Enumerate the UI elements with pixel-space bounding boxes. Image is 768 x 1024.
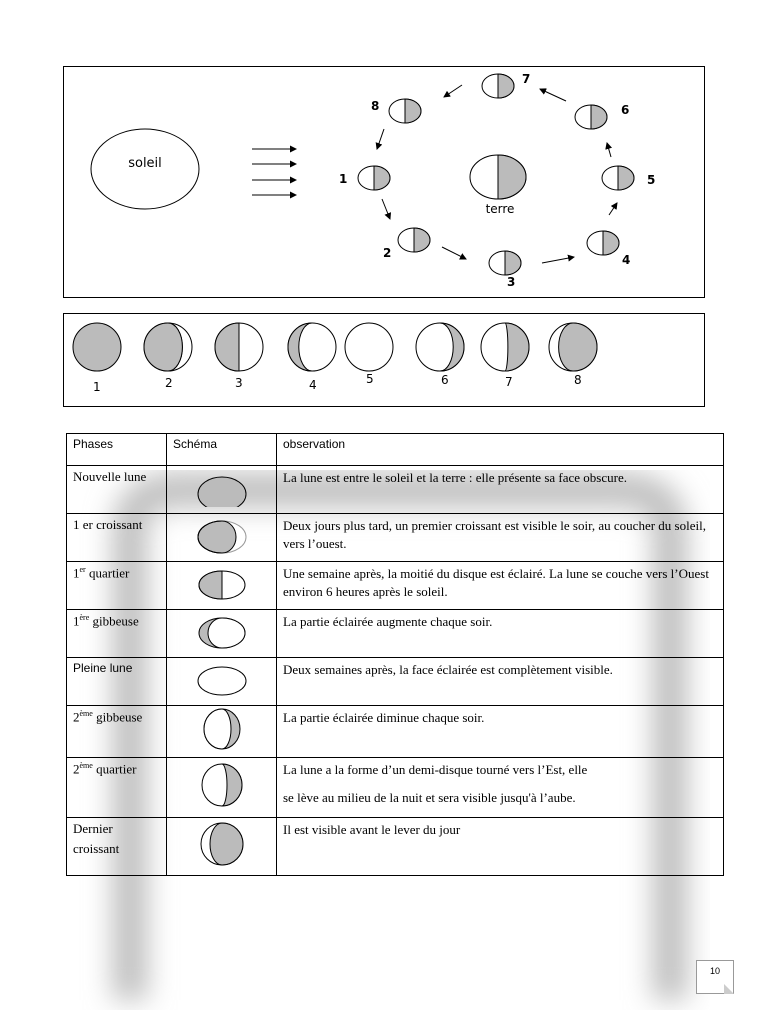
orbit-number-label: 6 [621, 103, 630, 117]
strip-number-label: 3 [235, 376, 243, 390]
phase-observation: La lune a la forme d’un demi-disque tourné vers l’Est, elle se lève au milieu de la nuit et sera visible jusqu'à l’aube. [277, 758, 724, 818]
orbit-moon-icon [482, 74, 514, 98]
new-moon-icon [192, 467, 252, 507]
orbit-moon-icon [489, 251, 521, 275]
strip-number-label: 1 [93, 380, 101, 394]
phase-name: Pleine lune [67, 658, 167, 706]
strip-moon-icon [73, 323, 121, 371]
table-row [67, 466, 724, 514]
page-fold-icon [724, 984, 734, 994]
strip-number-label: 2 [165, 376, 173, 390]
earth-shape [470, 155, 526, 199]
waxing-gibbous-icon [192, 611, 252, 651]
strip-moon-icon [481, 323, 529, 371]
strip-number-label: 8 [574, 373, 582, 387]
orbit-diagram [64, 67, 704, 297]
strip-moon-icon [144, 323, 192, 371]
page-number [696, 960, 734, 994]
orbit-number-label: 2 [383, 246, 392, 260]
strip-moon-icon [549, 323, 597, 371]
phase-observation: Une semaine après, la moitié du disque est éclairé. La lune se couche vers l’Ouest environ 6 heures après le soleil. [277, 562, 724, 610]
first-quarter-icon [192, 563, 252, 603]
phase-observation: La partie éclairée diminue chaque soir. [277, 706, 724, 758]
header-schema: Schéma [167, 434, 277, 466]
earth-label: terre [485, 202, 515, 216]
sun-label: soleil [128, 156, 162, 171]
phase-schema [167, 466, 277, 514]
orbit-number-label: 7 [522, 72, 531, 86]
strip-number-label: 5 [366, 372, 374, 386]
phase-schema [167, 562, 277, 610]
table-row [67, 610, 724, 658]
phase-name: 2ème gibbeuse [67, 706, 167, 758]
phase-name: 1 er croissant [67, 514, 167, 562]
phase-schema [167, 610, 277, 658]
phase-observation: Il est visible avant le lever du jour [277, 818, 724, 876]
phase-schema [167, 818, 277, 876]
phase-name: Nouvelle lune [67, 466, 167, 514]
header-phases: Phases [67, 434, 167, 466]
phase-schema [167, 514, 277, 562]
orbit-number-label: 8 [371, 99, 380, 113]
phase-strip [64, 314, 704, 406]
sunlight-arrows [252, 149, 296, 195]
phase-schema [167, 658, 277, 706]
orbit-moon-icon [389, 99, 421, 123]
orbit-moon-icon [358, 166, 390, 190]
table-row [67, 818, 724, 876]
orbit-moon-icon [398, 228, 430, 252]
phase-schema [167, 706, 277, 758]
phase-name: 2ème quartier [67, 758, 167, 818]
strip-number-label: 7 [505, 375, 513, 389]
strip-moon-icon [215, 323, 263, 371]
phase-observation: La partie éclairée augmente chaque soir. [277, 610, 724, 658]
phase-name: Dernier croissant [67, 818, 167, 876]
orbit-moon-icon [587, 231, 619, 255]
last-quarter-icon [192, 762, 252, 808]
orbit-number-label: 4 [622, 253, 631, 267]
table-row [67, 658, 724, 706]
strip-number-label: 6 [441, 373, 449, 387]
phase-strip-frame [63, 313, 705, 407]
waning-gibbous-icon [192, 706, 252, 752]
table-row [67, 706, 724, 758]
orbit-number-label: 1 [339, 172, 348, 186]
phase-observation: Deux semaines après, la face éclairée est complètement visible. [277, 658, 724, 706]
table-row [67, 562, 724, 610]
orbit-number-label: 3 [507, 275, 516, 289]
strip-moon-icon [416, 323, 464, 371]
strip-moon-icon [288, 323, 336, 371]
orbit-moon-icon [602, 166, 634, 190]
phase-observation: Deux jours plus tard, un premier croissant est visible le soir, au coucher du soleil, vers l’ouest. [277, 514, 724, 562]
phase-name: 1er quartier [67, 562, 167, 610]
header-observation: observation [277, 434, 724, 466]
orbit-number-label: 5 [647, 173, 656, 187]
waning-crescent-icon [192, 820, 252, 868]
phase-schema [167, 758, 277, 818]
waxing-crescent-icon [192, 515, 252, 555]
orbit-moon-icon [575, 105, 607, 129]
orbit-diagram-frame [63, 66, 705, 298]
table-row [67, 514, 724, 562]
phase-name: 1ère gibbeuse [67, 610, 167, 658]
strip-number-label: 4 [309, 378, 317, 392]
phases-table [66, 433, 724, 876]
phase-observation: La lune est entre le soleil et la terre : elle présente sa face obscure. [277, 466, 724, 514]
full-moon-icon [192, 659, 252, 699]
table-row [67, 758, 724, 818]
page-number-label: 10 [709, 966, 720, 976]
table-header-row [67, 434, 724, 466]
strip-moon-icon [345, 323, 393, 371]
